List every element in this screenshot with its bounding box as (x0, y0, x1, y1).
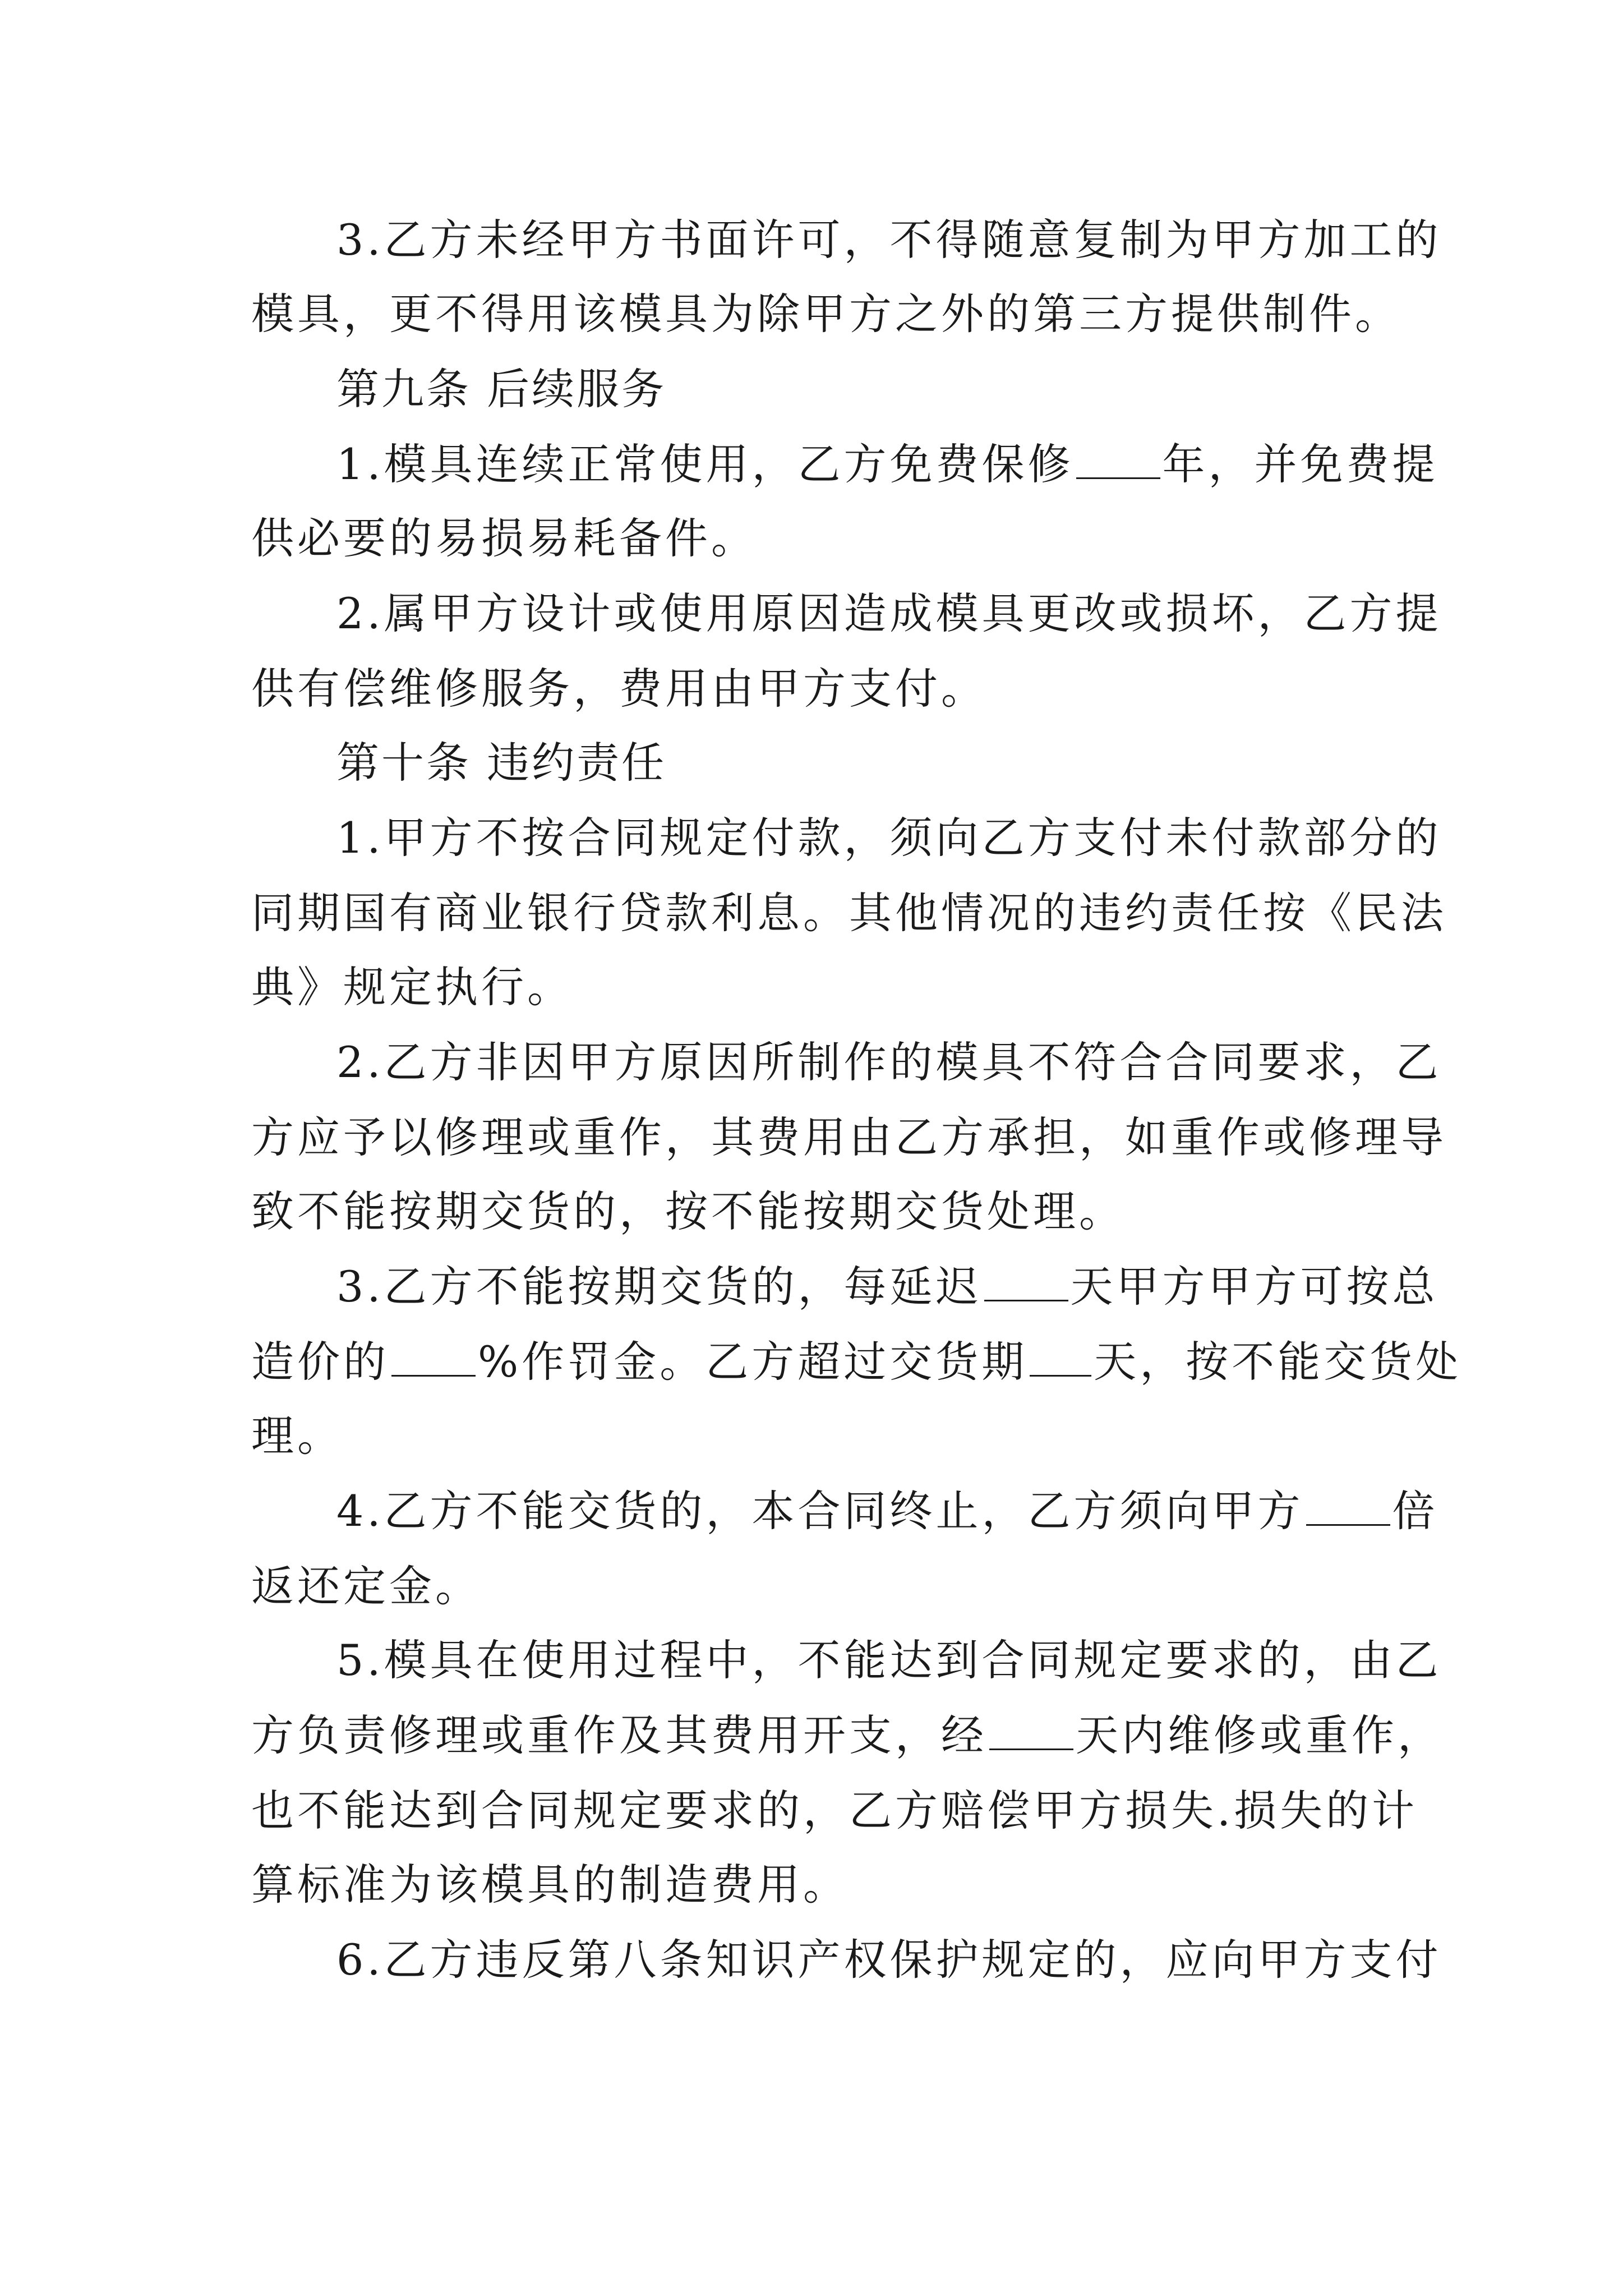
paragraph-line (251, 1408, 343, 1464)
line-text: 返还定金。 (251, 1561, 481, 1611)
line-text: 也不能达到合同规定要求的，乙方赔偿甲方损失.损失的计 (251, 1786, 1418, 1835)
line-text: 典》规定执行。 (251, 962, 573, 1012)
line-text: %作罚金。乙方超过交货期 (478, 1337, 1028, 1387)
paragraph-line (336, 1034, 1442, 1091)
paragraph-line (251, 959, 573, 1015)
line-text: 算标准为该模具的制造费用。 (251, 1860, 849, 1910)
line-text: 1.甲方不按合同规定付款，须向乙方支付未付款部分的 (336, 813, 1442, 863)
line-text: 天内维修或重作， (1076, 1710, 1444, 1760)
paragraph-line (251, 1857, 849, 1913)
blank-fill-line (984, 1265, 1068, 1301)
line-text: 方负责修理或重作及其费用开支，经 (251, 1710, 987, 1760)
section-heading-10 (336, 735, 666, 791)
paragraph-line (336, 1483, 1438, 1539)
blank-fill-line (1306, 1489, 1390, 1526)
paragraph-line (251, 1334, 1461, 1390)
paragraph-line (336, 586, 1442, 642)
line-text: 2.乙方非因甲方原因所制作的模具不符合合同要求，乙 (336, 1037, 1442, 1087)
line-text: 理。 (251, 1411, 343, 1461)
section-heading-text: 第九条 后续服务 (336, 364, 667, 414)
paragraph-line (336, 212, 1442, 268)
line-text: 供有偿维修服务，费用由甲方支付。 (251, 664, 987, 714)
paragraph-line (251, 286, 1401, 342)
line-text: 3.乙方未经甲方书面许可，不得随意复制为甲方加工的 (336, 215, 1442, 265)
paragraph-line (251, 885, 1447, 941)
paragraph-line (336, 1632, 1442, 1688)
section-heading-text: 第十条 违约责任 (336, 738, 667, 788)
paragraph-line (251, 1110, 1447, 1166)
line-text: 5.模具在使用过程中，不能达到合同规定要求的，由乙 (336, 1635, 1442, 1685)
paragraph-line (336, 1932, 1442, 1988)
line-text: 6.乙方违反第八条知识产权保护规定的，应向甲方支付 (336, 1935, 1442, 1985)
line-text: 致不能按期交货的，按不能按期交货处理。 (251, 1186, 1125, 1236)
paragraph-line (251, 510, 757, 567)
blank-fill-line (391, 1340, 476, 1377)
paragraph-line (251, 1558, 481, 1614)
line-text: 2.属甲方设计或使用原因造成模具更改或损坏，乙方提 (336, 588, 1442, 638)
line-text: 方应予以修理或重作，其费用由乙方承担，如重作或修理导 (251, 1112, 1447, 1162)
line-text: 模具，更不得用该模具为除甲方之外的第三方提供制件。 (251, 289, 1401, 339)
line-text: 天甲方甲方可按总 (1070, 1262, 1438, 1312)
paragraph-line (251, 1708, 1444, 1764)
blank-fill-line (1030, 1340, 1091, 1377)
blank-fill-line (989, 1714, 1073, 1750)
line-text: 供必要的易损易耗备件。 (251, 513, 757, 563)
line-text: 造价的 (251, 1337, 389, 1387)
section-heading-9 (336, 361, 666, 417)
line-text: 年，并免费提 (1162, 439, 1438, 489)
line-text: 3.乙方不能按期交货的，每延迟 (336, 1262, 982, 1312)
paragraph-line (251, 1184, 1125, 1240)
paragraph-line (251, 1783, 1418, 1839)
paragraph-line (336, 1259, 1438, 1315)
line-text: 倍 (1392, 1486, 1438, 1536)
line-text: 天，按不能交货处 (1094, 1337, 1462, 1387)
paragraph-line (336, 810, 1442, 866)
line-text: 同期国有商业银行贷款利息。其他情况的违约责任按《民法 (251, 888, 1447, 938)
paragraph-line (251, 661, 987, 717)
line-text: 4.乙方不能交货的，本合同终止，乙方须向甲方 (336, 1486, 1304, 1536)
paragraph-line (336, 436, 1438, 493)
line-text: 1.模具连续正常使用，乙方免费保修 (336, 439, 1074, 489)
blank-fill-line (1076, 443, 1160, 479)
